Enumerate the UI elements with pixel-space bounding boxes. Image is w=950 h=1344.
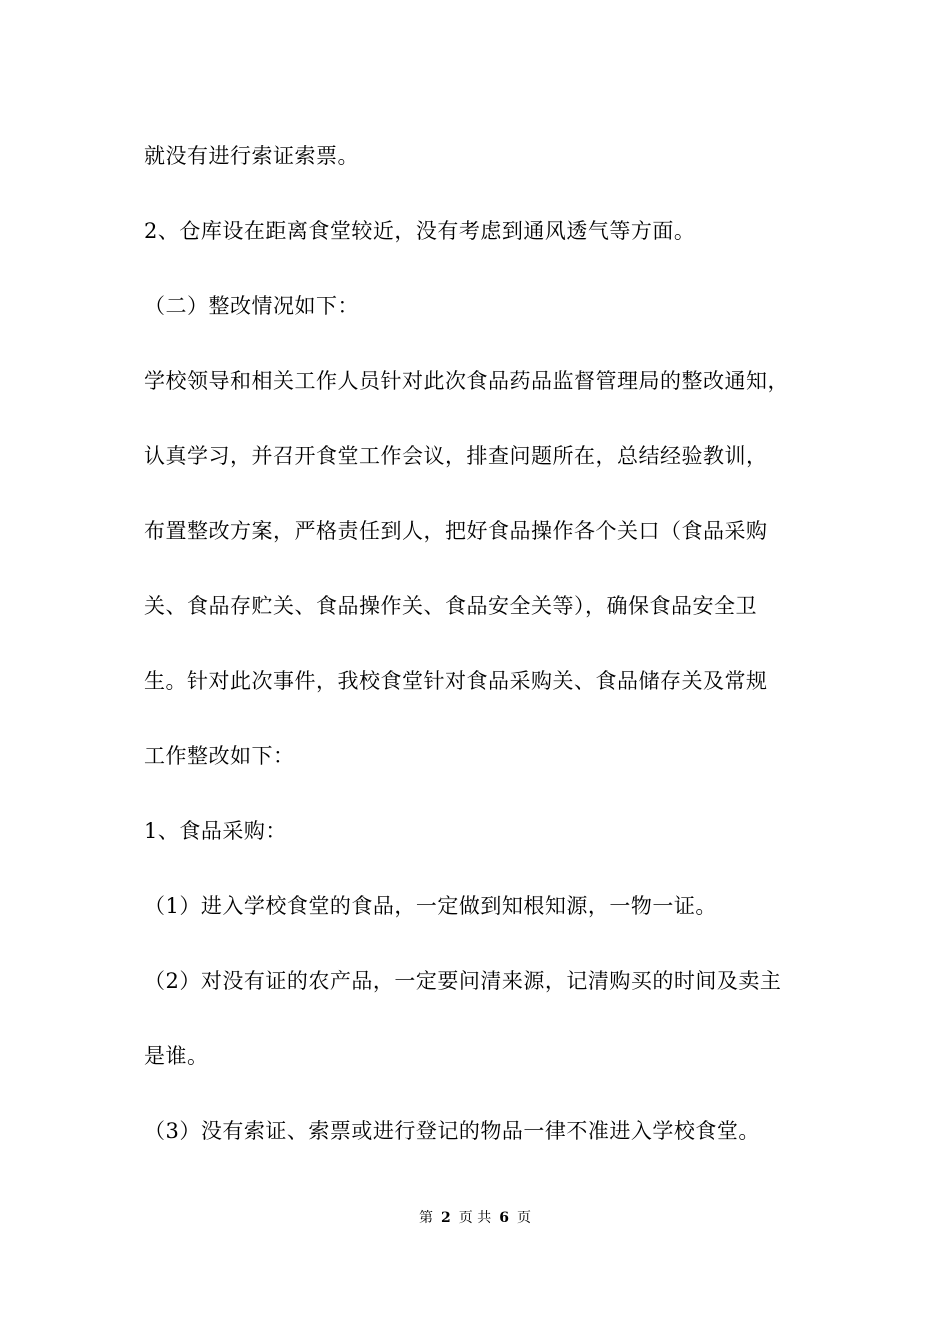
footer-suffix: 页: [516, 1210, 531, 1226]
body-line-8: 生。针对此次事件，我校食堂针对食品采购关、食品储存关及常规: [144, 669, 768, 693]
page-footer: [0, 1209, 950, 1227]
section-heading: （二）整改情况如下：: [144, 294, 359, 318]
list-item-1: （1）进入学校食堂的食品，一定做到知根知源，一物一证。: [144, 894, 717, 918]
list-item-2: （2）对没有证的农产品，一定要问清来源，记清购买的时间及卖主: [144, 969, 782, 993]
body-line-4: 学校领导和相关工作人员针对此次食品药品监督管理局的整改通知，: [144, 369, 789, 393]
body-line-6: 布置整改方案，严格责任到人，把好食品操作各个关口（食品采购: [144, 519, 768, 543]
body-line-7: 关、食品存贮关、食品操作关、食品安全关等），确保食品安全卫: [144, 594, 757, 618]
footer-prefix: 第: [419, 1210, 434, 1226]
body-line-5: 认真学习，并召开食堂工作会议，排查问题所在，总结经验教训，: [144, 444, 768, 468]
total-page-number: 6: [499, 1210, 509, 1226]
list-item-2-continued: 是谁。: [144, 1044, 209, 1068]
subsection-heading: 1、食品采购：: [144, 819, 287, 843]
list-item-3: （3）没有索证、索票或进行登记的物品一律不准进入学校食堂。: [144, 1119, 760, 1143]
body-line-2: 2、仓库设在距离食堂较近，没有考虑到通风透气等方面。: [144, 219, 696, 243]
footer-middle: 页 共: [458, 1210, 492, 1226]
body-line-1: 就没有进行索证索票。: [144, 144, 359, 168]
current-page-number: 2: [441, 1210, 451, 1226]
body-line-9: 工作整改如下：: [144, 744, 295, 768]
